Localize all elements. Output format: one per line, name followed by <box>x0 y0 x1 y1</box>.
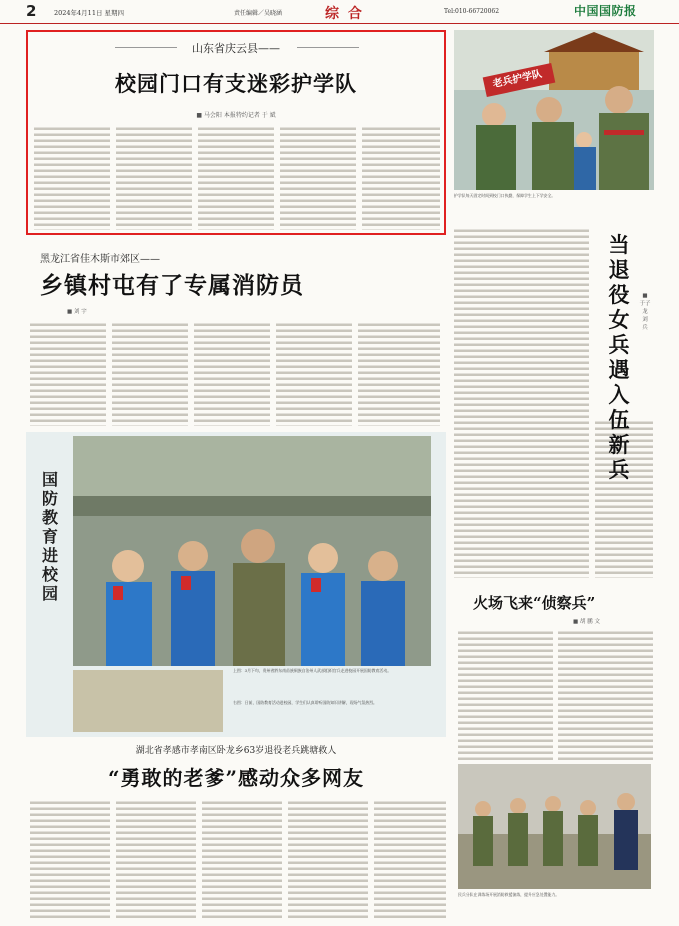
article1-body-column <box>34 126 110 230</box>
fire-article-headline[interactable]: 火场飞来“侦察兵” <box>473 594 596 612</box>
article1-headline[interactable]: 校园门口有支迷彩护学队 <box>115 71 357 96</box>
fire-article-body-column <box>558 630 653 760</box>
article2-headline[interactable]: 乡镇村屯有了专属消防员 <box>40 272 304 299</box>
article2-body-column <box>30 322 106 426</box>
article1-kicker: 山东省庆云县—— <box>192 42 280 55</box>
newspaper-logo: 中国国防报 <box>574 4 637 18</box>
fire-article-body-column <box>458 630 553 760</box>
article1-body-column <box>116 126 192 230</box>
article3-body-column <box>454 228 589 578</box>
feature-caption-2: 右图：日前，国防教育活动进校园，学生们认真聆听国防知识讲解，现场气氛热烈。 <box>233 700 377 705</box>
article1-byline: ■ 马会阳 本报特约记者 于 斌 <box>196 112 276 119</box>
fire-article-byline: ■ 胡 鹏 文 <box>573 619 600 625</box>
article1-body-column <box>362 126 440 230</box>
photo-school-defense-education <box>73 436 431 666</box>
phone-number: Tel:010-66720062 <box>444 8 500 15</box>
issue-date: 2024年4月11日 星期四 <box>54 9 125 17</box>
article4-body-column <box>116 800 196 918</box>
article2-kicker: 黑龙江省佳木斯市郊区—— <box>40 254 160 265</box>
article2-body-column <box>276 322 352 426</box>
photo-crossing-guard <box>454 30 654 190</box>
article4-headline[interactable]: “勇敢的老爹”感动众多网友 <box>107 766 364 790</box>
article2-body-column <box>358 322 440 426</box>
banner-text: 老兵护学队 <box>491 68 544 91</box>
article2-byline: ■ 刘 宇 <box>67 309 87 315</box>
article2-body-column <box>194 322 270 426</box>
photo3-caption: 民兵分队在训练场开展消防救援演练，提升应急处置能力。 <box>458 892 560 897</box>
article4-kicker: 湖北省孝感市孝南区卧龙乡63岁退役老兵跳塘救人 <box>135 746 337 756</box>
article2-body-column <box>112 322 188 426</box>
photo-militia-drill <box>458 764 651 904</box>
article3-byline: ■ 于子龙 刘 兵 <box>639 293 651 331</box>
photo1-caption: 护学队每天固定时间到校门口执勤，保障学生上下学安全。 <box>454 193 556 198</box>
section-title: 综 合 <box>325 6 364 22</box>
article4-body-column <box>288 800 368 918</box>
photo-inset <box>73 670 223 732</box>
article4-body-column <box>202 800 282 918</box>
feature-caption-1: 上图：3月下旬，贵州省黔东南苗族侗族自治州人武部组织官兵走进校园开展国防教育活动。 <box>233 668 392 673</box>
page-number: 2 <box>26 2 37 20</box>
feature-vertical-title: 国防教育进校园 <box>41 470 58 603</box>
article1-body-column <box>198 126 274 230</box>
article4-body-column <box>374 800 446 918</box>
article4-body-column <box>30 800 110 918</box>
article1-body-column <box>280 126 356 230</box>
article3-vertical-headline[interactable]: 当退役女兵遇入伍新兵 <box>608 232 630 482</box>
responsible-editor: 责任编辑／吴晓涵 <box>234 10 283 17</box>
